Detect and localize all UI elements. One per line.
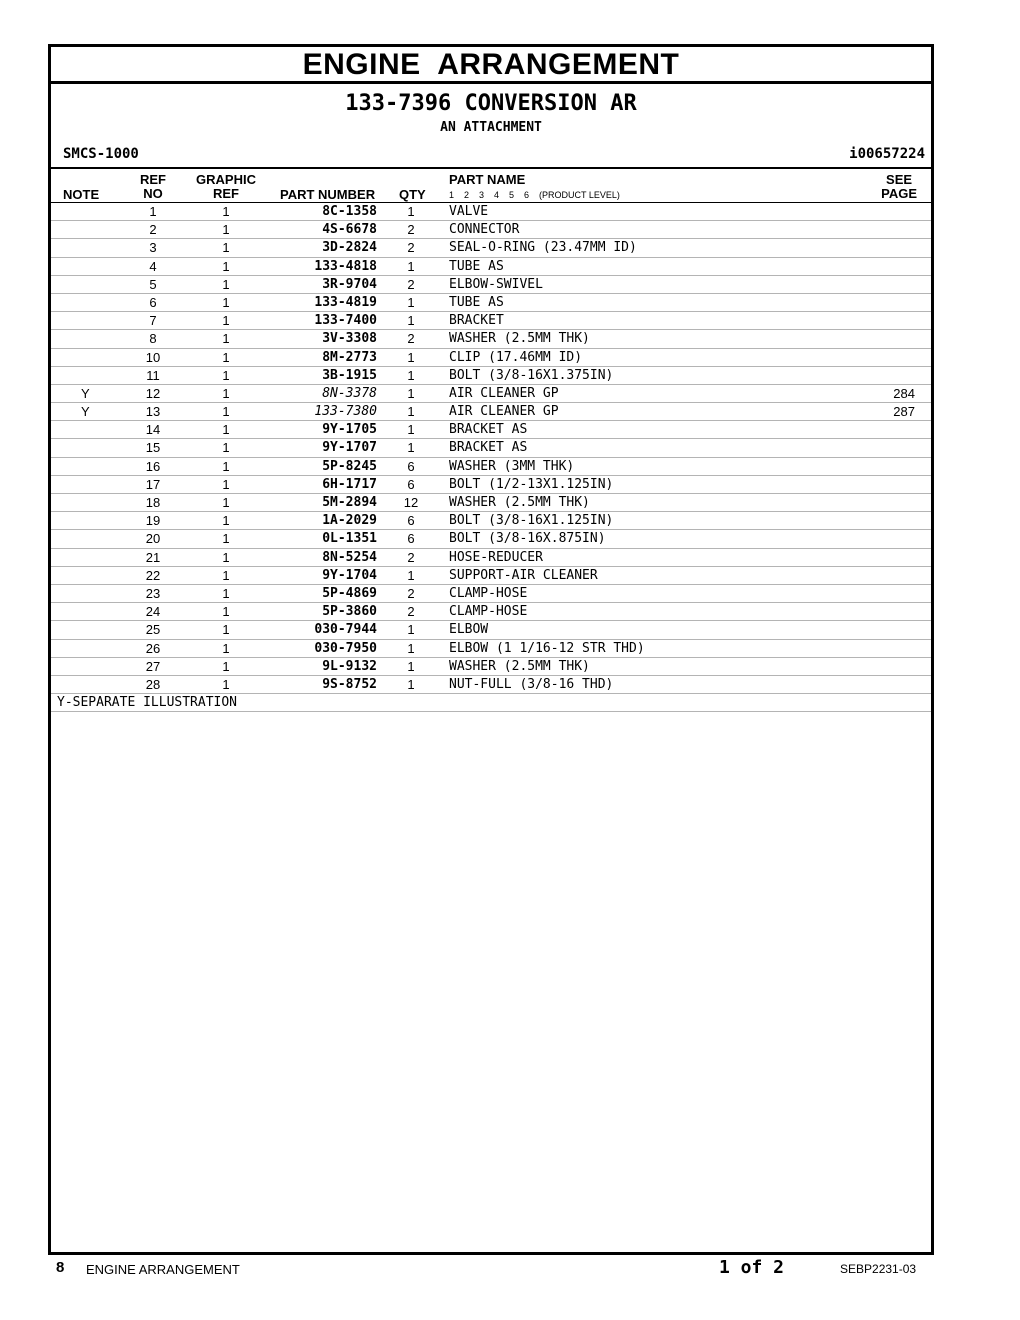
quantity-cell: 6 bbox=[407, 513, 415, 529]
col-header-part-name: PART NAME bbox=[449, 172, 526, 187]
part-name-cell: AIR CLEANER GP bbox=[449, 385, 559, 401]
part-number-cell: 5P-8245 bbox=[322, 458, 377, 474]
col-header-see-bottom: PAGE bbox=[881, 186, 917, 201]
quantity-cell: 1 bbox=[407, 258, 415, 274]
part-number-cell: 8N-3378 bbox=[322, 385, 377, 401]
col-header-graphic bbox=[189, 173, 263, 201]
smcs-code: SMCS-1000 bbox=[63, 146, 139, 162]
quantity-cell: 2 bbox=[407, 604, 415, 620]
table-row bbox=[51, 385, 931, 403]
ref-number-cell: 20 bbox=[145, 531, 161, 547]
part-name-cell: ELBOW (1 1/16-12 STR THD) bbox=[449, 640, 645, 656]
quantity-cell: 1 bbox=[407, 676, 415, 692]
ref-number-cell: 4 bbox=[149, 258, 157, 274]
part-number-cell: 0L-1351 bbox=[322, 531, 377, 547]
graphic-ref-cell: 1 bbox=[222, 622, 230, 638]
ref-number-cell: 21 bbox=[145, 549, 161, 565]
graphic-ref-cell: 1 bbox=[222, 276, 230, 292]
note-cell: Y bbox=[81, 404, 90, 420]
part-name-cell: CLAMP-HOSE bbox=[449, 585, 528, 601]
graphic-ref-cell: 1 bbox=[222, 367, 230, 383]
parts-list-frame bbox=[48, 44, 934, 1255]
quantity-cell: 6 bbox=[407, 476, 415, 492]
quantity-cell: 2 bbox=[407, 549, 415, 565]
ref-number-cell: 26 bbox=[145, 640, 161, 656]
quantity-cell: 2 bbox=[407, 276, 415, 292]
quantity-cell: 1 bbox=[407, 367, 415, 383]
ref-number-cell: 19 bbox=[145, 513, 161, 529]
graphic-ref-cell: 1 bbox=[222, 349, 230, 365]
part-number-cell: 8C-1358 bbox=[322, 204, 377, 219]
group-subtitle: AN ATTACHMENT bbox=[440, 120, 542, 135]
page-title: ENGINE ARRANGEMENT bbox=[51, 47, 931, 84]
part-number-cell: 1A-2029 bbox=[322, 513, 377, 529]
graphic-ref-cell: 1 bbox=[222, 585, 230, 601]
ref-number-cell: 28 bbox=[145, 676, 161, 692]
part-number-cell: 030-7944 bbox=[314, 622, 377, 638]
table-row bbox=[51, 276, 931, 294]
col-header-ref-bottom: NO bbox=[143, 186, 163, 201]
quantity-cell: 1 bbox=[407, 440, 415, 456]
part-number-cell: 9Y-1704 bbox=[322, 567, 377, 583]
part-number-cell: 3V-3308 bbox=[322, 331, 377, 347]
quantity-cell: 1 bbox=[407, 567, 415, 583]
graphic-ref-cell: 1 bbox=[222, 222, 230, 238]
part-name-cell: ELBOW bbox=[449, 622, 489, 638]
ref-number-cell: 23 bbox=[145, 585, 161, 601]
footer-document-id: SEBP2231-03 bbox=[840, 1262, 917, 1276]
table-row bbox=[51, 294, 931, 312]
col-header-see-page bbox=[881, 173, 917, 201]
graphic-ref-cell: 1 bbox=[222, 422, 230, 438]
table-row bbox=[51, 640, 931, 658]
table-row bbox=[51, 312, 931, 330]
part-name-cell: BOLT (3/8-16X1.125IN) bbox=[449, 513, 614, 529]
quantity-cell: 2 bbox=[407, 585, 415, 601]
table-row bbox=[51, 458, 931, 476]
ref-number-cell: 14 bbox=[145, 422, 161, 438]
part-number-cell: 9Y-1705 bbox=[322, 422, 377, 438]
part-name-cell: BOLT (3/8-16X1.375IN) bbox=[449, 367, 614, 383]
table-row bbox=[51, 621, 931, 639]
table-row bbox=[51, 367, 931, 385]
table-row bbox=[51, 203, 931, 221]
footer-page-count: 1 of 2 bbox=[719, 1257, 785, 1278]
quantity-cell: 1 bbox=[407, 640, 415, 656]
part-number-cell: 3R-9704 bbox=[322, 276, 377, 292]
quantity-cell: 1 bbox=[407, 622, 415, 638]
part-name-cell: NUT-FULL (3/8-16 THD) bbox=[449, 676, 614, 692]
quantity-cell: 12 bbox=[403, 495, 419, 510]
part-number-cell: 5M-2894 bbox=[322, 495, 377, 510]
graphic-ref-cell: 1 bbox=[222, 204, 230, 219]
part-name-cell: SUPPORT-AIR CLEANER bbox=[449, 567, 598, 583]
part-number-cell: 9L-9132 bbox=[322, 658, 377, 674]
graphic-ref-cell: 1 bbox=[222, 495, 230, 510]
ref-number-cell: 27 bbox=[145, 658, 161, 674]
graphic-ref-cell: 1 bbox=[222, 567, 230, 583]
ref-number-cell: 15 bbox=[145, 440, 161, 456]
quantity-cell: 1 bbox=[407, 294, 415, 310]
footer-section-title: ENGINE ARRANGEMENT bbox=[86, 1262, 240, 1277]
table-row bbox=[51, 221, 931, 239]
ref-number-cell: 8 bbox=[149, 331, 157, 347]
table-row bbox=[51, 549, 931, 567]
quantity-cell: 6 bbox=[407, 458, 415, 474]
part-name-cell: BRACKET bbox=[449, 313, 504, 329]
part-name-cell: BOLT (3/8-16X.875IN) bbox=[449, 531, 606, 547]
table-row bbox=[51, 258, 931, 276]
quantity-cell: 2 bbox=[407, 240, 415, 256]
graphic-ref-cell: 1 bbox=[222, 240, 230, 256]
col-header-part-number: PART NUMBER bbox=[280, 187, 376, 202]
graphic-ref-cell: 1 bbox=[222, 658, 230, 674]
graphic-ref-cell: 1 bbox=[222, 404, 230, 420]
table-row bbox=[51, 439, 931, 457]
table-row bbox=[51, 421, 931, 439]
header-divider bbox=[51, 167, 931, 169]
footnote: Y-SEPARATE ILLUSTRATION bbox=[51, 694, 931, 712]
quantity-cell: 1 bbox=[407, 349, 415, 365]
see-page-cell: 287 bbox=[893, 404, 915, 420]
ref-number-cell: 24 bbox=[145, 604, 161, 620]
ref-number-cell: 6 bbox=[149, 294, 157, 310]
ref-number-cell: 2 bbox=[149, 222, 157, 238]
part-name-cell: CLAMP-HOSE bbox=[449, 604, 528, 620]
ref-number-cell: 11 bbox=[146, 367, 160, 383]
ref-number-cell: 10 bbox=[145, 349, 161, 365]
ref-number-cell: 5 bbox=[149, 276, 157, 292]
ref-number-cell: 18 bbox=[145, 495, 161, 510]
quantity-cell: 6 bbox=[407, 531, 415, 547]
see-page-cell: 284 bbox=[893, 385, 915, 401]
graphic-ref-cell: 1 bbox=[222, 676, 230, 692]
graphic-ref-cell: 1 bbox=[222, 604, 230, 620]
table-row bbox=[51, 403, 931, 421]
part-name-cell: ELBOW-SWIVEL bbox=[449, 276, 543, 292]
footer-page-number: 8 bbox=[56, 1259, 65, 1276]
quantity-cell: 1 bbox=[407, 422, 415, 438]
ref-number-cell: 16 bbox=[145, 458, 161, 474]
part-number-cell: 030-7950 bbox=[314, 640, 377, 656]
ref-number-cell: 7 bbox=[149, 313, 157, 329]
graphic-ref-cell: 1 bbox=[222, 440, 230, 456]
part-number-cell: 133-4818 bbox=[314, 258, 377, 274]
table-row bbox=[51, 239, 931, 257]
parts-table bbox=[51, 202, 931, 712]
part-name-cell: TUBE AS bbox=[449, 258, 504, 274]
part-name-cell: CLIP (17.46MM ID) bbox=[449, 349, 583, 365]
part-name-cell: WASHER (2.5MM THK) bbox=[449, 495, 590, 510]
col-header-note: NOTE bbox=[63, 187, 100, 202]
part-number-cell: 133-7400 bbox=[314, 313, 377, 329]
graphic-ref-cell: 1 bbox=[222, 476, 230, 492]
graphic-ref-cell: 1 bbox=[222, 331, 230, 347]
graphic-ref-cell: 1 bbox=[222, 313, 230, 329]
group-title: 133-7396 CONVERSION AR bbox=[345, 91, 637, 116]
part-name-cell: BRACKET AS bbox=[449, 422, 528, 438]
table-row bbox=[51, 349, 931, 367]
quantity-cell: 1 bbox=[407, 385, 415, 401]
part-number-cell: 8M-2773 bbox=[322, 349, 377, 365]
graphic-ref-cell: 1 bbox=[222, 385, 230, 401]
quantity-cell: 2 bbox=[407, 222, 415, 238]
table-row bbox=[51, 330, 931, 348]
part-name-cell: SEAL-O-RING (23.47MM ID) bbox=[449, 240, 637, 256]
part-number-cell: 9S-8752 bbox=[322, 676, 377, 692]
graphic-ref-cell: 1 bbox=[222, 294, 230, 310]
table-row bbox=[51, 494, 931, 512]
graphic-ref-cell: 1 bbox=[222, 513, 230, 529]
table-row bbox=[51, 585, 931, 603]
ref-number-cell: 17 bbox=[145, 476, 161, 492]
graphic-ref-cell: 1 bbox=[222, 531, 230, 547]
col-header-graphic-bottom: REF bbox=[213, 186, 239, 201]
col-header-graphic-top: GRAPHIC bbox=[196, 172, 256, 187]
ref-number-cell: 1 bbox=[149, 204, 157, 219]
graphic-ref-cell: 1 bbox=[222, 640, 230, 656]
part-number-cell: 5P-3860 bbox=[322, 604, 377, 620]
part-number-cell: 6H-1717 bbox=[322, 476, 377, 492]
graphic-ref-cell: 1 bbox=[222, 258, 230, 274]
part-number-cell: 133-7380 bbox=[314, 404, 377, 420]
part-name-cell: AIR CLEANER GP bbox=[449, 404, 559, 420]
col-header-product-levels: 1 2 3 4 5 6 (PRODUCT LEVEL) bbox=[449, 190, 620, 200]
ref-number-cell: 13 bbox=[145, 404, 161, 420]
part-number-cell: 9Y-1707 bbox=[322, 440, 377, 456]
col-header-see-top: SEE bbox=[886, 172, 913, 187]
part-name-cell: WASHER (3MM THK) bbox=[449, 458, 575, 474]
illustration-id: i00657224 bbox=[849, 146, 925, 162]
part-number-cell: 3D-2824 bbox=[322, 240, 377, 256]
quantity-cell: 1 bbox=[407, 313, 415, 329]
part-name-cell: BOLT (1/2-13X1.125IN) bbox=[449, 476, 614, 492]
part-name-cell: TUBE AS bbox=[449, 294, 504, 310]
quantity-cell: 1 bbox=[407, 658, 415, 674]
part-number-cell: 8N-5254 bbox=[322, 549, 377, 565]
part-number-cell: 3B-1915 bbox=[322, 367, 377, 383]
ref-number-cell: 3 bbox=[149, 240, 157, 256]
part-name-cell: WASHER (2.5MM THK) bbox=[449, 658, 590, 674]
part-number-cell: 4S-6678 bbox=[322, 222, 377, 238]
ref-number-cell: 22 bbox=[145, 567, 161, 583]
table-row bbox=[51, 530, 931, 548]
table-row bbox=[51, 603, 931, 621]
part-number-cell: 133-4819 bbox=[314, 294, 377, 310]
graphic-ref-cell: 1 bbox=[222, 549, 230, 565]
part-name-cell: CONNECTOR bbox=[449, 222, 520, 238]
quantity-cell: 2 bbox=[407, 331, 415, 347]
part-name-cell: HOSE-REDUCER bbox=[449, 549, 543, 565]
part-name-cell: WASHER (2.5MM THK) bbox=[449, 331, 590, 347]
part-number-cell: 5P-4869 bbox=[322, 585, 377, 601]
col-header-ref-top: REF bbox=[140, 172, 166, 187]
quantity-cell: 1 bbox=[407, 404, 415, 420]
col-header-ref bbox=[127, 173, 179, 201]
table-row bbox=[51, 512, 931, 530]
part-name-cell: BRACKET AS bbox=[449, 440, 528, 456]
graphic-ref-cell: 1 bbox=[222, 458, 230, 474]
col-header-qty: QTY bbox=[399, 187, 426, 202]
table-row bbox=[51, 476, 931, 494]
note-cell: Y bbox=[81, 385, 90, 401]
table-row bbox=[51, 658, 931, 676]
part-name-cell: VALVE bbox=[449, 204, 489, 219]
ref-number-cell: 25 bbox=[145, 622, 161, 638]
ref-number-cell: 12 bbox=[145, 385, 161, 401]
table-row bbox=[51, 567, 931, 585]
quantity-cell: 1 bbox=[407, 204, 415, 219]
table-row bbox=[51, 676, 931, 694]
